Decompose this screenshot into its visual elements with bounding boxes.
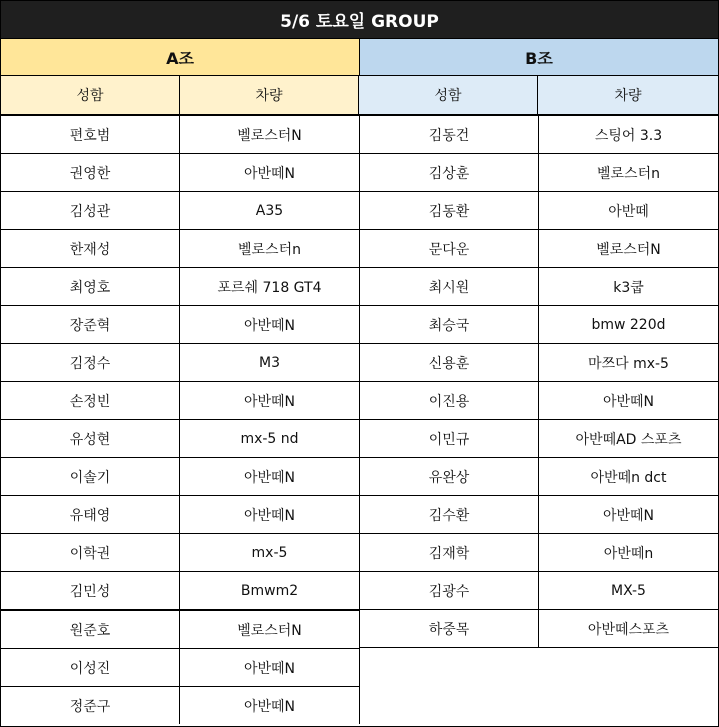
a-car-cell: 아반떼N: [243, 317, 296, 334]
table-row: [1, 611, 359, 649]
b-name-cell: 최시원: [360, 268, 539, 305]
a-car-cell: Bmwm2: [240, 582, 299, 599]
table-title: 5/6 토요일 GROUP: [1, 1, 718, 39]
table-row: [1, 268, 359, 306]
b-car-cell: 벨로스터N: [596, 241, 661, 258]
b-name-header: 성함: [359, 76, 538, 114]
table-row: [360, 534, 718, 572]
b-name-cell: 문다운: [360, 230, 539, 267]
b-name-cell: 하중목: [360, 610, 539, 647]
table-row: [360, 420, 718, 458]
b-car-cell: MX-5: [611, 582, 646, 599]
b-name-cell: 이민규: [360, 420, 539, 457]
a-name-cell: 정준구: [1, 687, 180, 724]
b-car-cell: 아반떼AD 스포츠: [575, 431, 682, 448]
a-car-cell: 벨로스터N: [237, 622, 302, 639]
a-name-cell: 김성관: [1, 192, 180, 229]
table-row: [1, 230, 359, 268]
table-row: [1, 458, 359, 496]
table-row: [360, 344, 718, 382]
table-row: [1, 382, 359, 420]
a-car-cell: mx-5: [251, 544, 288, 561]
table-row: [1, 572, 359, 611]
b-car-cell: 아반떼n: [603, 545, 654, 562]
table-row: [360, 116, 718, 154]
a-name-header: 성함: [1, 76, 180, 114]
table-row: [1, 649, 359, 687]
a-car-cell: 아반떼N: [243, 469, 296, 486]
a-name-cell: 손정빈: [1, 382, 180, 419]
table-row: [1, 496, 359, 534]
group-a-label: A조: [1, 39, 360, 75]
column-header-row: [1, 76, 718, 116]
table-row: [360, 230, 718, 268]
a-name-cell: 이성진: [1, 649, 180, 686]
table-row: [360, 154, 718, 192]
table-row: [360, 382, 718, 420]
group-a-column: [1, 116, 360, 724]
a-name-cell: 유태영: [1, 496, 180, 533]
a-car-cell: 아반떼N: [243, 393, 296, 410]
table-row: [1, 687, 359, 724]
b-car-cell: 마쯔다 mx-5: [588, 355, 669, 372]
group-b-label: B조: [360, 39, 718, 75]
table-row: [1, 192, 359, 230]
a-name-cell: 최영호: [1, 268, 180, 305]
table-row: [1, 534, 359, 572]
a-name-cell: 이학권: [1, 534, 180, 571]
a-car-cell: 아반떼N: [243, 660, 296, 677]
a-car-cell: mx-5 nd: [240, 430, 299, 447]
a-car-cell: M3: [259, 354, 280, 371]
table-row: [360, 458, 718, 496]
a-name-cell: 이솔기: [1, 458, 180, 495]
a-name-cell: 김정수: [1, 344, 180, 381]
b-car-cell: 벨로스터n: [597, 165, 660, 182]
a-name-cell: 김민성: [1, 572, 180, 609]
b-car-cell: bmw 220d: [591, 316, 666, 333]
table-row: [1, 306, 359, 344]
a-name-cell: 편호범: [1, 116, 180, 153]
a-car-cell: 아반떼N: [243, 165, 296, 182]
group-b-column: [360, 116, 718, 724]
b-name-cell: 이진용: [360, 382, 539, 419]
b-name-cell: 신용훈: [360, 344, 539, 381]
b-car-cell: 아반떼스포츠: [587, 621, 670, 638]
table-row: [360, 496, 718, 534]
a-car-cell: 아반떼N: [243, 698, 296, 715]
a-name-cell: 유성현: [1, 420, 180, 457]
b-name-cell: 김광수: [360, 572, 539, 609]
table-row: [360, 572, 718, 610]
group-header-row: [1, 39, 718, 76]
b-car-cell: 아반떼N: [602, 507, 655, 524]
a-car-cell: 아반떼N: [243, 507, 296, 524]
b-car-cell: 아반떼N: [602, 393, 655, 410]
table-row: [1, 154, 359, 192]
a-name-cell: 권영한: [1, 154, 180, 191]
a-name-cell: 한재성: [1, 230, 180, 267]
a-car-cell: A35: [255, 202, 284, 219]
table-row: [360, 306, 718, 344]
b-name-cell: 김동환: [360, 192, 539, 229]
a-name-cell: 장준혁: [1, 306, 180, 343]
b-name-cell: 유완상: [360, 458, 539, 495]
b-car-cell: k3쿱: [613, 279, 644, 296]
a-car-cell: 포르쉐 718 GT4: [217, 279, 322, 296]
b-car-cell: 아반떼: [608, 203, 649, 220]
b-name-cell: 최승국: [360, 306, 539, 343]
b-name-cell: 김재학: [360, 534, 539, 571]
b-car-header: 차량: [538, 76, 718, 114]
table-row: [360, 268, 718, 306]
table-row: [1, 344, 359, 382]
b-car-cell: 아반떼n dct: [590, 469, 667, 486]
a-car-cell: 벨로스터n: [238, 241, 301, 258]
a-car-cell: 벨로스터N: [237, 127, 302, 144]
b-name-cell: 김수환: [360, 496, 539, 533]
b-name-cell: 김동건: [360, 116, 539, 153]
b-car-cell: 스팅어 3.3: [594, 127, 663, 144]
b-name-cell: 김상훈: [360, 154, 539, 191]
a-name-cell: 원준호: [1, 611, 180, 648]
a-car-header: 차량: [180, 76, 359, 114]
table-row: [360, 610, 718, 648]
table-row: [1, 116, 359, 154]
table-row: [360, 192, 718, 230]
table-row: [1, 420, 359, 458]
table-body: [1, 116, 718, 724]
